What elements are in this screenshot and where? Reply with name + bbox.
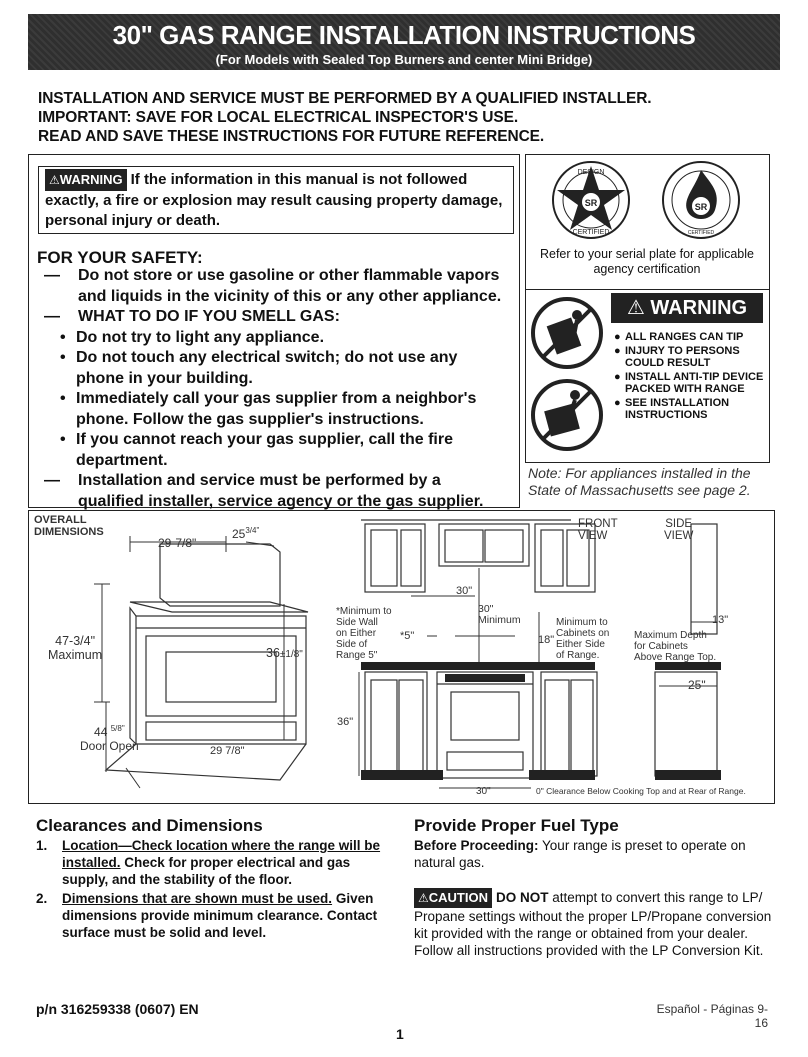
bullet-mark: ● [614, 397, 621, 409]
bullet-mark: ● [614, 371, 621, 383]
dash-mark: — [44, 472, 60, 489]
clearance-item [36, 837, 396, 888]
clearance-item-text: Check for proper electrical and gas supply, and the stability of the floor. [62, 855, 351, 887]
caution-text: attempt to convert this range to LP/ Propane settings without the proper LP/Propane conversion kit provided with the range or obtained from your dealer. Follow all instructions provided with the LP Conversion Kit. [414, 890, 772, 958]
anti-tip-item: ● ALL RANGES CAN TIP [614, 331, 744, 343]
safety-bullet [44, 348, 504, 389]
fuel-paragraph [414, 837, 774, 871]
bullet-mark: • [60, 328, 66, 346]
warning-triangle-icon: ⚠ [49, 173, 60, 187]
height-label: 47-3/4" Maximum [48, 634, 103, 662]
design-certified-seal-icon [553, 162, 629, 238]
side-wall-minimum-note: *Minimum to Side Wall on Either Side of Range 5" [336, 606, 392, 661]
svg-text:SR: SR [584, 198, 598, 208]
anti-tip-item: ● SEE INSTALLATION INSTRUCTIONS [614, 397, 730, 421]
safety-item-text: Installation and service must be performed by a qualified installer, service agency or the gas supplier. [78, 472, 484, 510]
thirty-bottom-label: 30" [476, 786, 491, 797]
svg-text:DESIGN: DESIGN [577, 169, 605, 176]
before-proceeding-label: Before Proceeding: [414, 838, 539, 853]
safety-bullet [44, 328, 504, 349]
clearances-heading: Clearances and Dimensions [36, 816, 263, 835]
max-depth-note: Maximum Depth for Cabinets Above Range Top. [634, 630, 717, 663]
thirtysix-label: 36" [337, 716, 354, 728]
fire-warning-box [38, 166, 514, 234]
thirty-top-label: 30" [456, 585, 473, 597]
safety-item [44, 471, 504, 512]
bullet-mark: • [60, 349, 66, 366]
thirteen-label: 13" [712, 614, 729, 626]
counter-height-label: 36±1/8" [266, 646, 303, 660]
certification-note: Refer to your serial plate for applicable agency certification [539, 247, 754, 276]
fire-warning-text: If the information in this manual is not followed exactly, a fire or explosion may result causing property damage, personal injury or death. [45, 171, 503, 229]
warning-triangle-icon: ⚠ [626, 297, 645, 319]
thirty-minimum-label: 30" Minimum [478, 603, 521, 626]
document-subtitle: (For Models with Sealed Top Burners and center Mini Bridge) [215, 52, 593, 67]
spanish-pages-note: Español - Páginas 9-16 [656, 1002, 768, 1030]
safety-bullet [44, 430, 504, 471]
warning-triangle-icon: ⚠ [418, 891, 429, 905]
safety-list [44, 266, 504, 512]
clearance-item [36, 890, 396, 941]
massachusetts-note: Note: For appliances installed in the State of Massachusetts see page 2. [528, 465, 751, 498]
anti-tip-item: ● INJURY TO PERSONS COULD RESULT [614, 345, 740, 369]
safety-bullet-text: Do not try to light any appliance. [76, 328, 325, 346]
safety-item-text: WHAT TO DO IF YOU SMELL GAS: [78, 308, 340, 325]
anti-tip-warning-title: ⚠ WARNING [611, 293, 763, 323]
bullet-mark: • [60, 431, 66, 448]
width-label: 29-7/8" [158, 536, 197, 550]
svg-text:CERTIFIED: CERTIFIED [687, 230, 715, 236]
caution-label: ⚠CAUTION [414, 888, 492, 908]
zero-clearance-note: 0" Clearance Below Cooking Top and at Rear of Range. [536, 786, 746, 796]
page-number: 1 [396, 1026, 404, 1042]
before-proceeding-text: Your range is preset to operate on natural gas. [414, 838, 746, 870]
svg-text:CERTIFIED: CERTIFIED [572, 229, 610, 236]
document-title: 30" GAS RANGE INSTALLATION INSTRUCTIONS [112, 20, 696, 50]
safety-bullet-text: Immediately call your gas supplier from a neighbor's phone. Follow the gas supplier's instructions. [76, 390, 477, 428]
clearance-item-emphasis: Location—Check location where the range will be installed. [62, 838, 381, 870]
twentyfive-label: 25" [688, 678, 706, 692]
base-width-label: 29 7/8" [210, 745, 245, 757]
safety-item [44, 266, 504, 307]
bullet-mark: • [60, 390, 66, 407]
dash-mark: — [44, 308, 60, 325]
front-view-label: FRONT VIEW [578, 518, 618, 542]
side-view-label: SIDE VIEW [664, 518, 694, 542]
overall-title: OVERALL DIMENSIONS [34, 514, 104, 538]
flame-certified-seal-icon [663, 162, 739, 238]
intro-line-2: IMPORTANT: SAVE FOR LOCAL ELECTRICAL INSPECTOR'S USE. [38, 109, 519, 126]
warning-label: ⚠WARNING [45, 169, 127, 191]
clearance-item-emphasis: Dimensions that are shown must be used. [62, 891, 333, 906]
part-number: p/n 316259338 (0607) EN [36, 1001, 199, 1017]
child-climbing-range-icon [533, 381, 601, 449]
item-number: 2. [36, 891, 48, 906]
five-inch-label: *5" [400, 630, 415, 642]
intro-line-1: INSTALLATION AND SERVICE MUST BE PERFORMED BY A QUALIFIED INSTALLER. [38, 90, 652, 107]
safety-bullet-text: Do not touch any electrical switch; do not use any phone in your building. [76, 349, 458, 387]
safety-bullet [44, 389, 504, 430]
depth-label: $25^{3/4"}$ [232, 526, 260, 541]
safety-item-text: Do not store or use gasoline or other flammable vapors and liquids in the vicinity of this or any other appliance. [78, 267, 502, 305]
svg-text:SR: SR [694, 202, 708, 212]
clearances-list [36, 837, 396, 943]
anti-tip-list [614, 331, 766, 423]
safety-heading: FOR YOUR SAFETY: [37, 248, 203, 267]
bullet-mark: ● [614, 345, 621, 357]
front-dimension-lines [359, 568, 717, 788]
tip-over-icons [529, 295, 609, 457]
fuel-heading: Provide Proper Fuel Type [414, 816, 619, 835]
item-number: 1. [36, 838, 48, 853]
door-open-label: 44 $^{5/8"}$ Door Open [80, 724, 139, 753]
range-tip-over-icon [533, 299, 601, 367]
cabinet-minimum-note: Minimum to Cabinets on Either Side of Range. [556, 617, 610, 661]
anti-tip-item: ● INSTALL ANTI-TIP DEVICE PACKED WITH RANGE [614, 371, 764, 395]
bullet-mark: ● [614, 331, 621, 343]
caution-paragraph [414, 888, 774, 959]
eighteen-label: 18" [538, 634, 555, 646]
intro-notice [38, 89, 652, 146]
title-banner [28, 14, 780, 70]
dash-mark: — [44, 267, 60, 284]
safety-bullet-text: If you cannot reach your gas supplier, call the fire department. [76, 431, 453, 469]
safety-item [44, 307, 504, 328]
certification-seals [545, 158, 755, 244]
do-not-text: DO NOT [495, 890, 549, 905]
clearance-item-text: Given dimensions provide minimum clearance. Contact surface must be solid and level. [62, 891, 378, 940]
intro-line-3: READ AND SAVE THESE INSTRUCTIONS FOR FUTURE REFERENCE. [38, 128, 545, 145]
